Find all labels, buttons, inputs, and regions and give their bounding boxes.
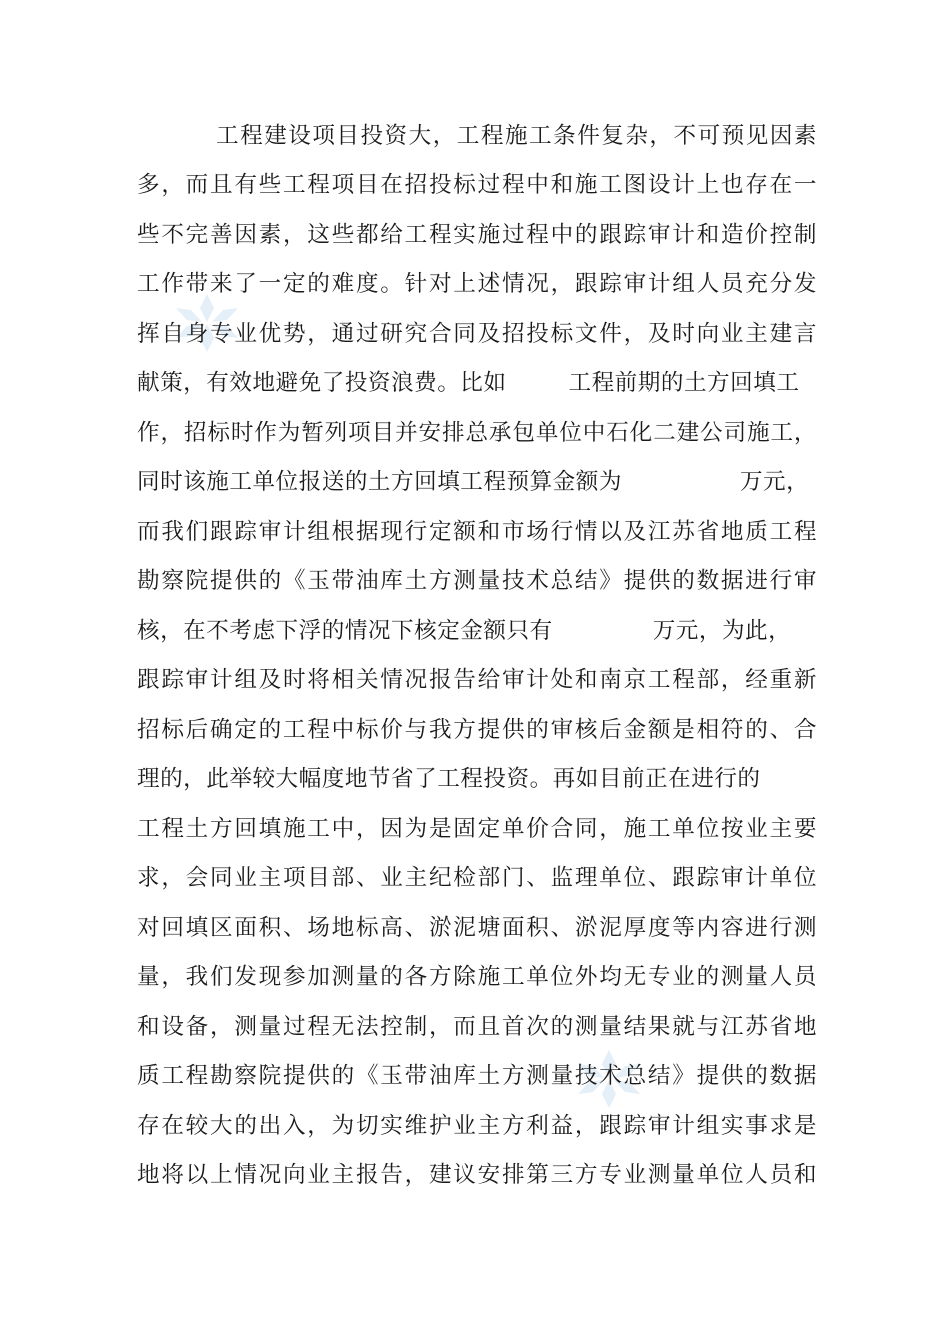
body-text-line — [137, 613, 817, 649]
body-text-line: 而我们跟踪审计组根据现行定额和市场行情以及江苏省地质工程 — [137, 519, 817, 545]
body-text-line: 工程建设项目投资大，工程施工条件复杂，不可预见因素 — [216, 123, 817, 149]
body-text-line: 存在较大的出入，为切实维护业主方利益，跟踪审计组实事求是 — [137, 1113, 817, 1139]
text-segment: 同时该施工单位报送的土方回填工程预算金额为 — [137, 469, 622, 495]
body-text-line: 求，会同业主项目部、业主纪检部门、监理单位、跟踪审计单位 — [137, 865, 817, 891]
text-segment: 核，在不考虑下浮的情况下核定金额只有 — [137, 618, 553, 644]
text-segment: 万元，为此， — [652, 618, 792, 644]
body-text-line: 工作带来了一定的难度。针对上述情况，跟踪审计组人员充分发 — [137, 271, 817, 297]
body-text-line: 多，而且有些工程项目在招投标过程中和施工图设计上也存在一 — [137, 172, 817, 198]
text-segment: 工程前期的土方回填工 — [568, 370, 800, 396]
body-text-line: 工程土方回填施工中，因为是固定单价合同，施工单位按业主要 — [137, 816, 817, 842]
body-text-line: 勘察院提供的《玉带油库土方测量技术总结》提供的数据进行审 — [137, 568, 817, 594]
text-segment: 献策，有效地避免了投资浪费。比如 — [137, 370, 507, 396]
body-text-line: 跟踪审计组及时将相关情况报告给审计处和南京工程部，经重新 — [137, 667, 817, 693]
text-segment: 万元， — [739, 469, 810, 495]
body-text-line: 些不完善因素，这些都给工程实施过程中的跟踪审计和造价控制 — [137, 222, 817, 248]
body-text-line — [137, 464, 817, 500]
body-text-line: 对回填区面积、场地标高、淤泥塘面积、淤泥厚度等内容进行测 — [137, 915, 817, 941]
body-text-line — [137, 365, 817, 401]
body-text-line: 招标后确定的工程中标价与我方提供的审核后金额是相符的、合 — [137, 717, 817, 743]
body-text-line: 理的，此举较大幅度地节省了工程投资。再如目前正在进行的 — [137, 766, 761, 792]
body-text-line: 量，我们发现参加测量的各方除施工单位外均无专业的测量人员 — [137, 964, 817, 990]
body-text-line: 挥自身专业优势，通过研究合同及招投标文件，及时向业主建言 — [137, 321, 817, 347]
body-text-line: 地将以上情况向业主报告，建议安排第三方专业测量单位人员和 — [137, 1162, 817, 1188]
body-text-line: 和设备，测量过程无法控制，而且首次的测量结果就与江苏省地 — [137, 1014, 817, 1040]
body-text-line: 作，招标时作为暂列项目并安排总承包单位中石化二建公司施工， — [137, 420, 817, 446]
body-text-line: 质工程勘察院提供的《玉带油库土方测量技术总结》提供的数据 — [137, 1063, 817, 1089]
